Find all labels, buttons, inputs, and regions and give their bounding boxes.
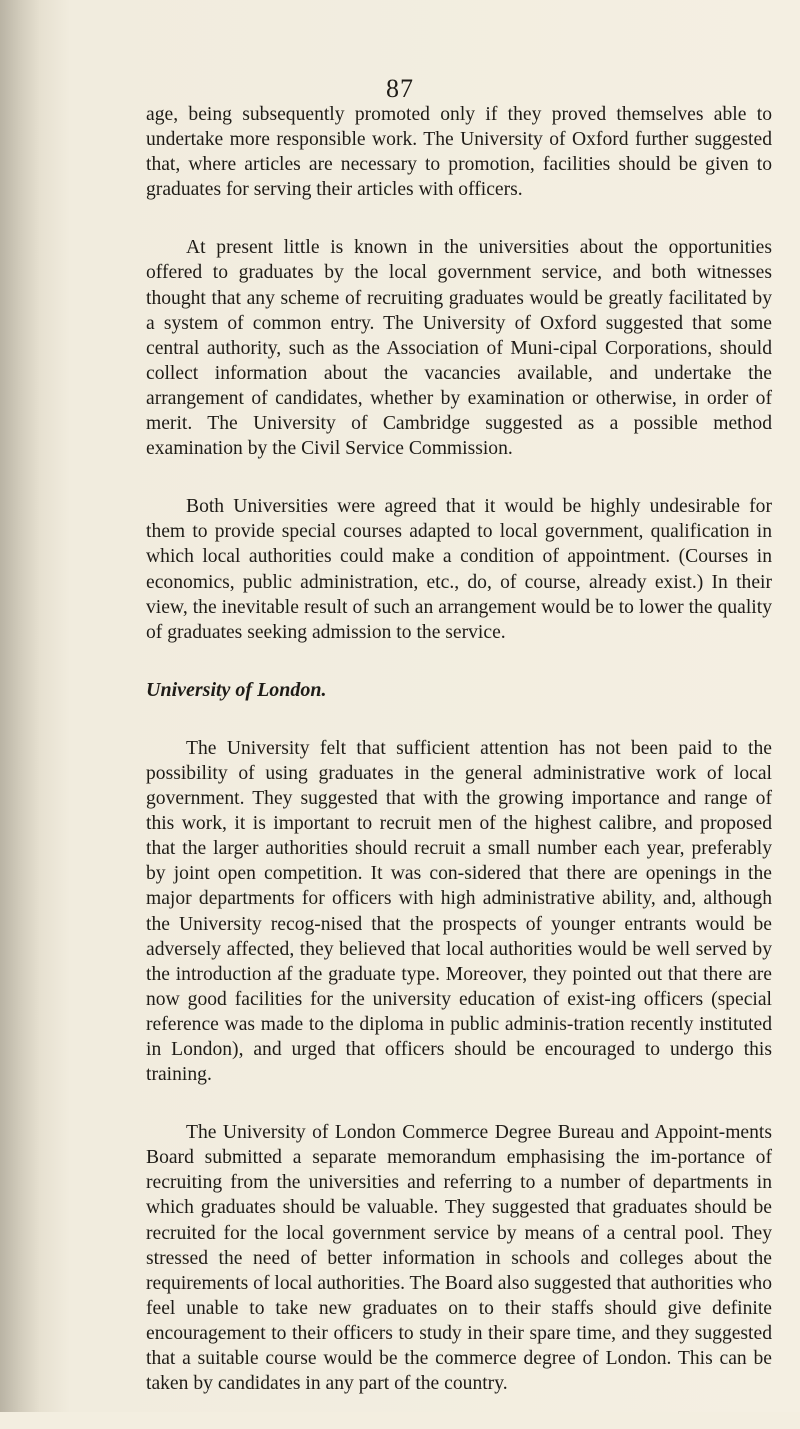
paragraph: At present little is known in the universities about the opportunities offered to graduates by the local government service, and both witnesses thought that any scheme of recruiting graduates would be greatly facilitated by a system of common entry. The University of Oxford suggested that some central authority, such as the Association of Muni-cipal Corporations, should collect information about the vacancies available, and undertake the arrangement of candidates, whether by examination or otherwise, in order of merit. The University of Cambridge suggested as a possible method examination by the Civil Service Commission. [146,237,772,460]
paragraph: The University felt that sufficient attention has not been paid to the possibility of using graduates in the general administrative work of local government. They suggested that with the growing importance and range of this work, it is important to recruit men of the highest calibre, and proposed that the larger authorities should recruit a small number each year, preferably by joint open competition. It was con-sidered that there are openings in the major departments for officers with high administrative ability, and, although the University recog-nised that the prospects of younger entrants would be adversely affected, they believed that local authorities would be well served by the introduction af the graduate type. Moreover, they pointed out that there are now good facilities for the university education of exist-ing officers (special reference was made to the diploma in public adminis-tration recently instituted in London), and urged that officers should be encouraged to undergo this training. [146,737,772,1086]
paragraph: Both Universities were agreed that it would be highly undesirable for them to provide special courses adapted to local government, qualification in which local authorities could make a condition of appointment. (Courses in economics, public administration, etc., do, of course, already exist.) In their view, the inevitable result of such an arrangement would be to lower the quality of graduates seeking admission to the service. [146,496,772,643]
paragraph-continued: age, being subsequently promoted only if they proved themselves able to undertake more responsible work. The University of Oxford further suggested that, where articles are necessary to promotion, facilities should be given to graduates for serving their articles with officers. [146,104,772,201]
body-text [146,102,772,1429]
page-number: 87 [386,74,414,103]
paragraph: The University of London Commerce Degree Bureau and Appoint-ments Board submitted a separate memorandum emphasising the im-portance of recruiting from the universities and referring to a number of departments in which graduates should be valuable. They suggested that graduates should be recruited for the local government service by means of a central pool. They stressed the need of better information in schools and colleges about the requirements of local authorities. The Board also suggested that authorities who feel unable to take new graduates on to their staffs should give definite encouragement to their officers to study in their spare time, and they suggested that a suitable course would be the commerce degree of London. This can be taken by candidates in any part of the country. [146,1122,772,1395]
section-heading: University of London. [146,678,327,701]
